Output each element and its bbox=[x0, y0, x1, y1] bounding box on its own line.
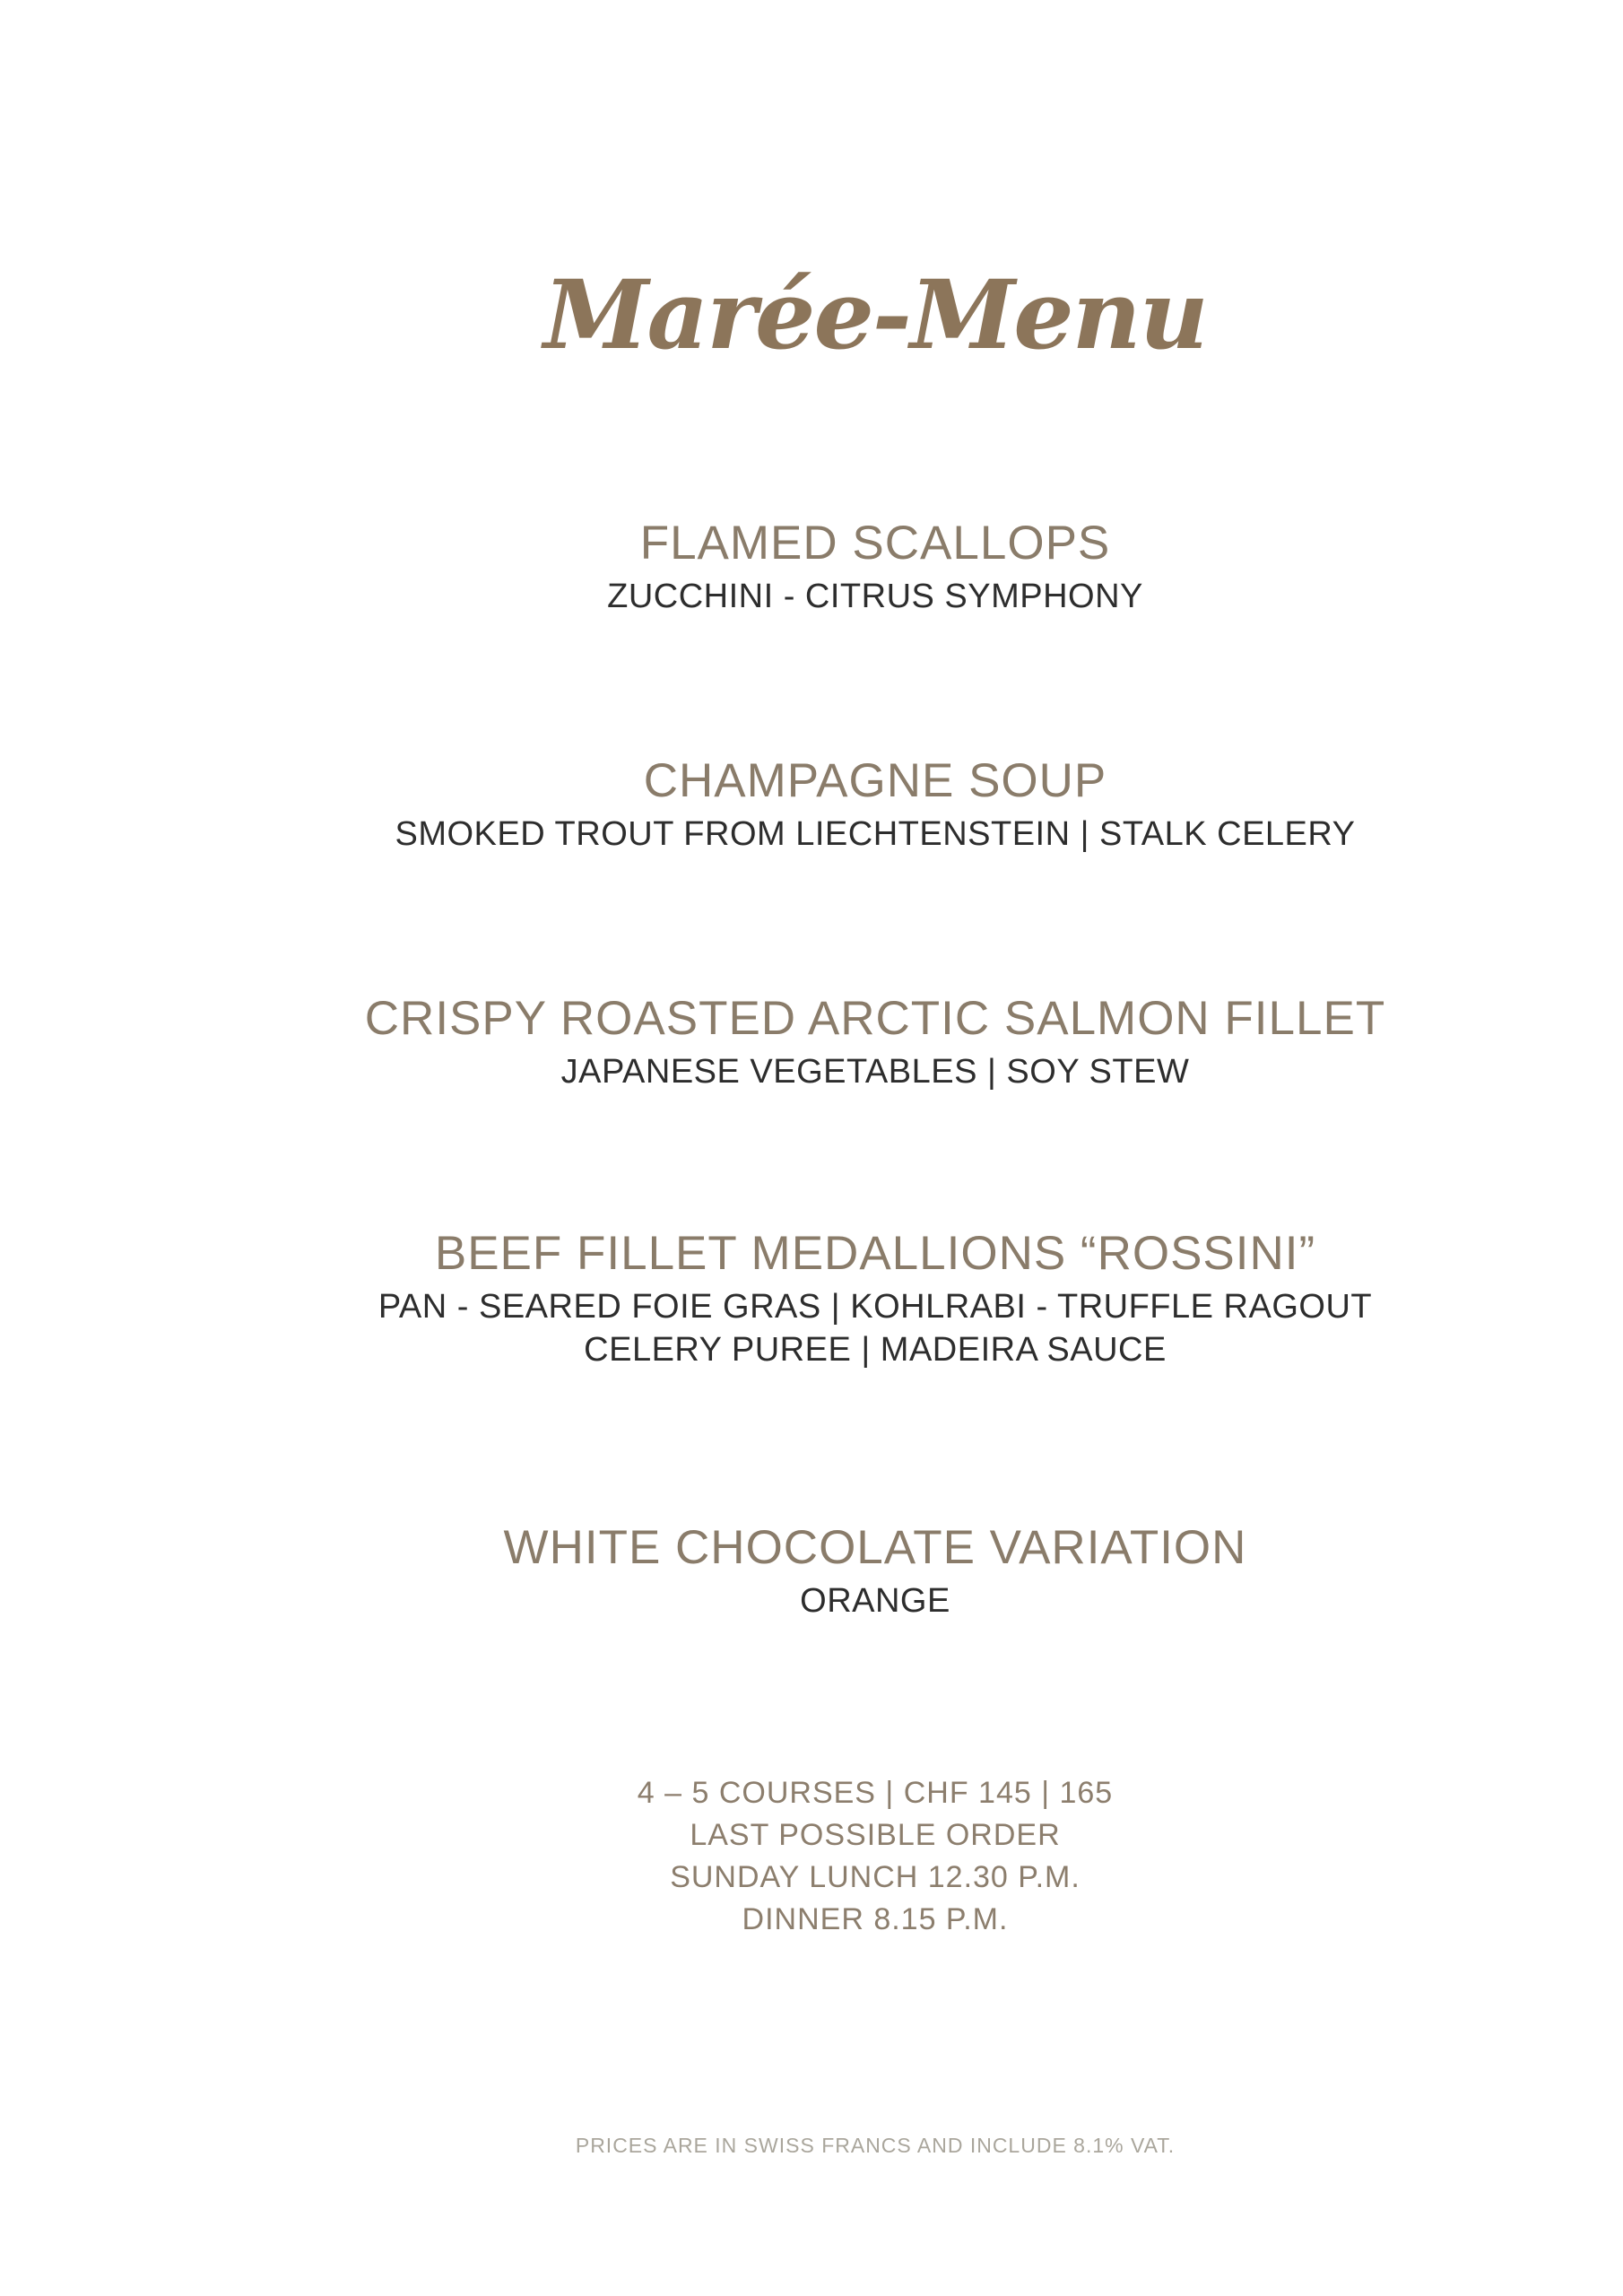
info-line: SUNDAY LUNCH 12.30 P.M. bbox=[670, 1860, 1081, 1894]
course-section bbox=[378, 1224, 1372, 1371]
info-block bbox=[638, 1772, 1113, 1941]
course-detail: JAPANESE VEGETABLES | SOY STEW bbox=[560, 1053, 1190, 1091]
course-detail: ORANGE bbox=[800, 1582, 950, 1620]
course-section bbox=[607, 514, 1143, 618]
vat-note: PRICES ARE IN SWISS FRANCS AND INCLUDE 8.1% VAT. bbox=[575, 2134, 1176, 2157]
course-section bbox=[365, 989, 1385, 1093]
course-section bbox=[504, 1518, 1247, 1622]
course-name: CRISPY ROASTED ARCTIC SALMON FILLET bbox=[364, 992, 1386, 1045]
course-name: CHAMPAGNE SOUP bbox=[643, 754, 1107, 807]
course-detail: ZUCCHINI - CITRUS SYMPHONY bbox=[607, 578, 1143, 615]
info-line: LAST POSSIBLE ORDER bbox=[690, 1818, 1061, 1852]
course-name: BEEF FILLET MEDALLIONS “ROSSINI” bbox=[434, 1227, 1316, 1280]
course-detail: CELERY PUREE | MADEIRA SAUCE bbox=[584, 1331, 1167, 1369]
course-name: WHITE CHOCOLATE VARIATION bbox=[503, 1521, 1247, 1574]
info-line: 4 – 5 COURSES | CHF 145 | 165 bbox=[637, 1776, 1114, 1810]
menu-title: Marée-Menu bbox=[543, 258, 1207, 370]
course-detail: SMOKED TROUT FROM LIECHTENSTEIN | STALK CELERY bbox=[395, 815, 1356, 853]
info-line: DINNER 8.15 P.M. bbox=[742, 1902, 1009, 1936]
course-name: FLAMED SCALLOPS bbox=[639, 517, 1111, 570]
course-section bbox=[395, 752, 1355, 856]
course-detail: PAN - SEARED FOIE GRAS | KOHLRABI - TRUFFLE RAGOUT bbox=[378, 1288, 1373, 1326]
